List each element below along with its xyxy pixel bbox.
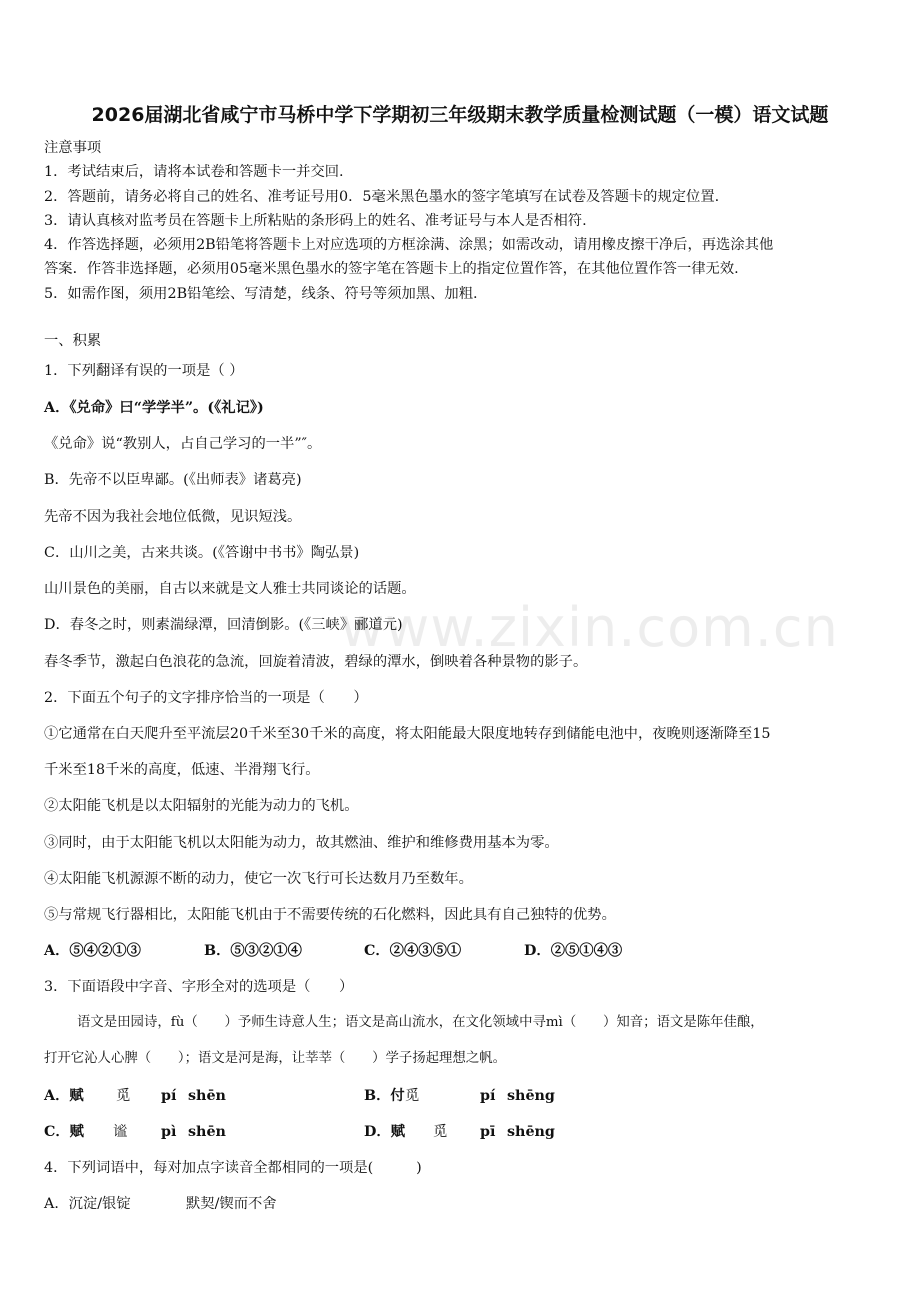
q1-option-b: B．先帝不以臣卑鄙。(《出师表》诸葛亮): [44, 472, 302, 488]
q3-option-b-pinyin: pí: [480, 1088, 496, 1104]
question-3-stem: 3．下面语段中字音、字形全对的选项是（ ）: [44, 979, 354, 995]
q3-passage: 语文是田园诗，fù（ ）予师生诗意人生；语文是高山流水，在文化领域中寻mì（ ）知音；语文是陈年佳酿，: [77, 1015, 764, 1030]
q1-option-c: C．山川之美，古来共谈。(《答谢中书书》陶弘景): [44, 545, 360, 561]
question-4-stem: 4．下列词语中，每对加点字读音全都相同的一项是( ): [44, 1160, 422, 1176]
q3-option-d-pinyin: pī: [480, 1124, 496, 1140]
q3-option-d-char: 觅: [433, 1124, 448, 1140]
q3-option-c-char: 谧: [113, 1124, 128, 1140]
notice-heading: 注意事项: [44, 140, 102, 156]
q3-option-b-label: B．付: [364, 1088, 405, 1104]
q1-option-d-translation: 春冬季节，激起白色浪花的急流，回旋着清波，碧绿的潭水，倒映着各种景物的影子。: [44, 654, 588, 670]
q4-option-a: A．沉淀/银锭: [44, 1196, 131, 1212]
q3-option-c-label: C．赋: [44, 1124, 84, 1140]
question-1-stem: 1．下列翻译有误的一项是（ ）: [44, 363, 244, 379]
document-title: 2026届湖北省咸宁市马桥中学下学期初三年级期末教学质量检测试题（一模）语文试题: [91, 104, 829, 126]
q2-sentence: 千米至18千米的高度，低速、半滑翔飞行。: [44, 762, 320, 778]
q4-option-a-second: 默契/锲而不舍: [186, 1196, 277, 1212]
q3-option-a-char: 觅: [116, 1088, 131, 1104]
q2-sentence: ③同时，由于太阳能飞机以太阳能为动力，故其燃油、维护和维修费用基本为零。: [44, 835, 559, 851]
notice-item: 1．考试结束后，请将本试卷和答题卡一并交回.: [44, 164, 344, 180]
q2-option-d: D．②⑤①④③: [524, 943, 623, 959]
q3-option-a-label: A．赋: [44, 1088, 84, 1104]
notice-item: 4．作答选择题，必须用2B铅笔将答题卡上对应选项的方框涂满、涂黑；如需改动，请用橡皮擦干净后，再选涂其他: [44, 237, 774, 253]
q2-sentence: ④太阳能飞机源源不断的动力，使它一次飞行可长达数月乃至数年。: [44, 871, 473, 887]
notice-item: 5．如需作图，须用2B铅笔绘、写清楚，线条、符号等须加黑、加粗.: [44, 286, 478, 302]
notice-item: 答案．作答非选择题，必须用05毫米黑色墨水的签字笔在答题卡上的指定位置作答，在其他位置作答一律无效.: [44, 261, 739, 277]
q2-option-a: A．⑤④②①③: [44, 943, 141, 959]
question-2-stem: 2．下面五个句子的文字排序恰当的一项是（ ）: [44, 690, 368, 706]
q3-option-c-pinyin: pì: [161, 1124, 177, 1140]
q3-option-a-pinyin: pí: [161, 1088, 177, 1104]
notice-item: 2．答题前，请务必将自己的姓名、准考证号用0．5毫米黑色墨水的签字笔填写在试卷及答题卡的规定位置.: [44, 189, 720, 205]
q1-option-b-translation: 先帝不因为我社会地位低微，见识短浅。: [44, 509, 302, 525]
q2-sentence: ⑤与常规飞行器相比，太阳能飞机由于不需要传统的石化燃料，因此具有自己独特的优势。: [44, 907, 616, 923]
q3-option-b-char: 觅: [405, 1088, 420, 1104]
notice-item: 3．请认真核对监考员在答题卡上所粘贴的条形码上的姓名、准考证号与本人是否相符.: [44, 213, 587, 229]
q2-sentence: ②太阳能飞机是以太阳辐射的光能为动力的飞机。: [44, 798, 359, 814]
q3-option-c-pinyin: shēn: [188, 1124, 226, 1140]
q3-option-d-pinyin: shēng: [507, 1124, 555, 1140]
section-heading: 一、积累: [44, 333, 102, 349]
q2-option-b: B．⑤③②①④: [204, 943, 302, 959]
q2-sentence: ①它通常在白天爬升至平流层20千米至30千米的高度，将太阳能最大限度地转存到储能电池中，夜晚则逐渐降至15: [44, 726, 771, 742]
q1-option-a: A．《兑命》曰“学学半”。(《礼记》): [44, 400, 264, 416]
q1-option-c-translation: 山川景色的美丽，自古以来就是文人雅士共同谈论的话题。: [44, 581, 416, 597]
q3-passage: 打开它沁人心脾（ ）；语文是河是海，让莘莘（ ）学子扬起理想之帆。: [44, 1051, 506, 1066]
q3-option-b-pinyin: shēng: [507, 1088, 555, 1104]
q3-option-d-label: D．赋: [364, 1124, 405, 1140]
q2-option-c: C．②④③⑤①: [364, 943, 462, 959]
q1-option-a-translation: 《兑命》说“教别人，占自己学习的一半”″。: [44, 436, 322, 452]
q1-option-d: D．春冬之时，则素湍绿潭，回清倒影。(《三峡》郦道元): [44, 617, 403, 633]
q3-option-a-pinyin: shēn: [188, 1088, 226, 1104]
watermark: www.zixin.com.cn: [340, 596, 839, 659]
